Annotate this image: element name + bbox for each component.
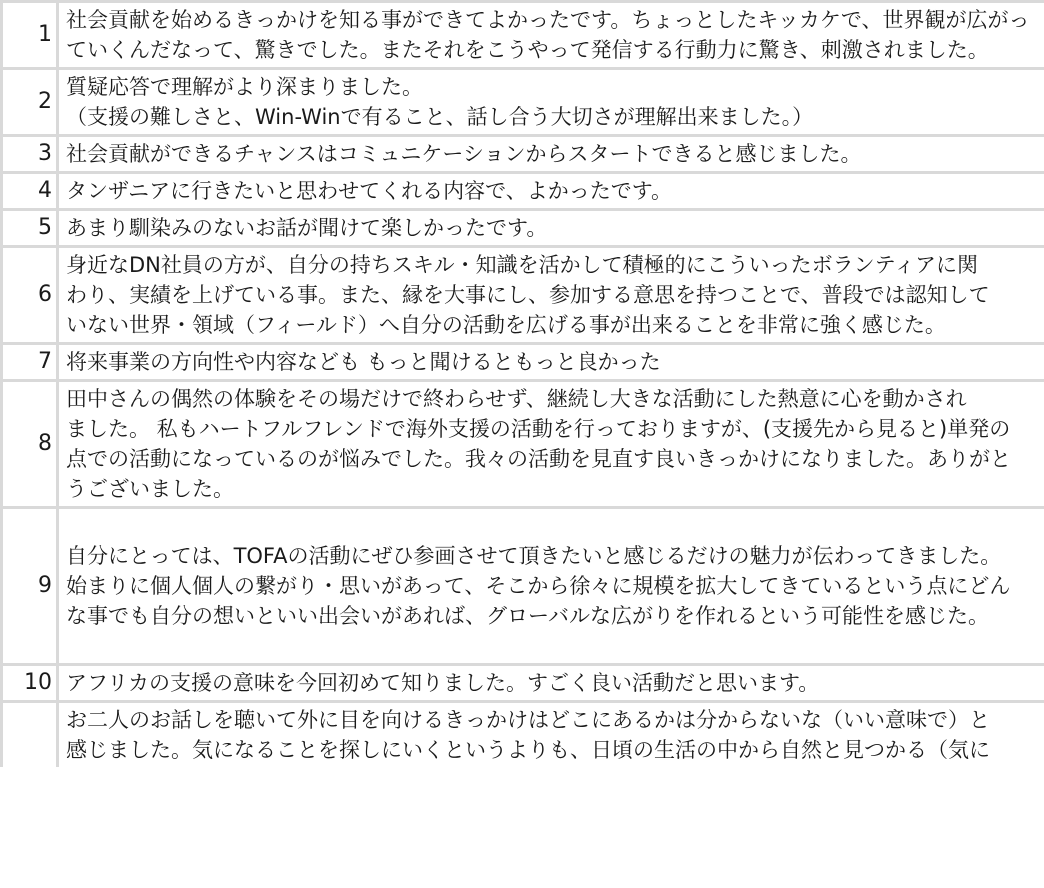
comment-line: 質疑応答で理解がより深まりました。: [66, 75, 423, 99]
comment-line: わり、実績を上げている事。また、縁を大事にし、参加する意思を持つことで、普段では認知して: [66, 283, 990, 307]
table-row: [2, 173, 1044, 210]
comment-line: 感じました。気になることを探しにいくというよりも、日頃の生活の中から自然と見つかる（気に: [66, 738, 990, 762]
row-number: 7: [2, 344, 58, 381]
comment-cell: [58, 702, 1044, 768]
comment-cell: [58, 381, 1044, 508]
table-row: [2, 508, 1044, 665]
row-number: 4: [2, 173, 58, 210]
comment-line: 自分にとっては、TOFAの活動にぜひ参画させて頂きたいと感じるだけの魅力が伝わってきました。: [66, 544, 1002, 568]
comment-line: 始まりに個人個人の繋がり・思いがあって、そこから徐々に規模を拡大してきているという点にどん: [66, 574, 1011, 598]
comment-line: 社会貢献を始めるきっかけを知る事ができてよかったです。ちょっとしたキッカケで、世界観が広がっ: [66, 8, 1030, 32]
comment-line: いない世界・領域（フィールド）へ自分の活動を広げる事が出来ることを非常に強く感じた。: [66, 313, 946, 337]
comment-line: お二人のお話しを聴いて外に目を向けるきっかけはどこにあるかは分からないな（いい意味で）と: [66, 708, 990, 732]
comments-table-body: [2, 2, 1044, 768]
comment-cell: [58, 665, 1044, 702]
comment-cell: [58, 247, 1044, 344]
table-row: [2, 69, 1044, 136]
table-row: [2, 344, 1044, 381]
comment-cell: [58, 173, 1044, 210]
row-number: 5: [2, 210, 58, 247]
comment-line: [66, 631, 1044, 661]
comment-line: （支援の難しさと、Win-Winで有ること、話し合う大切さが理解出来ました。）: [66, 105, 814, 129]
comment-cell: [58, 2, 1044, 69]
comment-cell: [58, 69, 1044, 136]
table-row: [2, 702, 1044, 768]
row-number: 3: [2, 136, 58, 173]
comment-cell: [58, 508, 1044, 665]
comment-cell: [58, 136, 1044, 173]
row-number: [2, 702, 58, 768]
row-number: 6: [2, 247, 58, 344]
comment-line: ました。 私もハートフルフレンドで海外支援の活動を行っておりますが、(支援先から見ると)単発の: [66, 417, 1011, 441]
row-number: 8: [2, 381, 58, 508]
comment-line: タンザニアに行きたいと思わせてくれる内容で、よかったです。: [66, 179, 673, 203]
table-row: [2, 381, 1044, 508]
table-row: [2, 665, 1044, 702]
table-row: [2, 247, 1044, 344]
comment-line: 点での活動になっているのが悩みでした。我々の活動を見直す良いきっかけになりました。ありがと: [66, 447, 1011, 471]
comment-line: 社会貢献ができるチャンスはコミュニケーションからスタートできると感じました。: [66, 142, 862, 166]
comment-cell: [58, 210, 1044, 247]
comment-line: 田中さんの偶然の体験をその場だけで終わらせず、継続し大きな活動にした熱意に心を動かされ: [66, 387, 967, 411]
table-row: [2, 136, 1044, 173]
table-row: [2, 2, 1044, 69]
comment-line: あまり馴染みのないお話が聞けて楽しかったです。: [66, 216, 548, 240]
comment-line: アフリカの支援の意味を今回初めて知りました。すごく良い活動だと思います。: [66, 671, 820, 695]
comment-line: うございました。: [66, 477, 234, 501]
comment-cell: [58, 344, 1044, 381]
comment-line: [66, 511, 1044, 541]
comment-line: 身近なDN社員の方が、自分の持ちスキル・知識を活かして積極的にこういったボランティアに関: [66, 253, 978, 277]
row-number: 9: [2, 508, 58, 665]
comment-line: な事でも自分の想いといい出会いがあれば、グローバルな広がりを作れるという可能性を感じた。: [66, 604, 989, 628]
row-number: 10: [2, 665, 58, 702]
row-number: 1: [2, 2, 58, 69]
comment-line: ていくんだなって、驚きでした。またそれをこうやって発信する行動力に驚き、刺激されました。: [66, 38, 989, 62]
row-number: 2: [2, 69, 58, 136]
table-row: [2, 210, 1044, 247]
comment-line: 将来事業の方向性や内容なども もっと聞けるともっと良かった: [66, 350, 661, 374]
